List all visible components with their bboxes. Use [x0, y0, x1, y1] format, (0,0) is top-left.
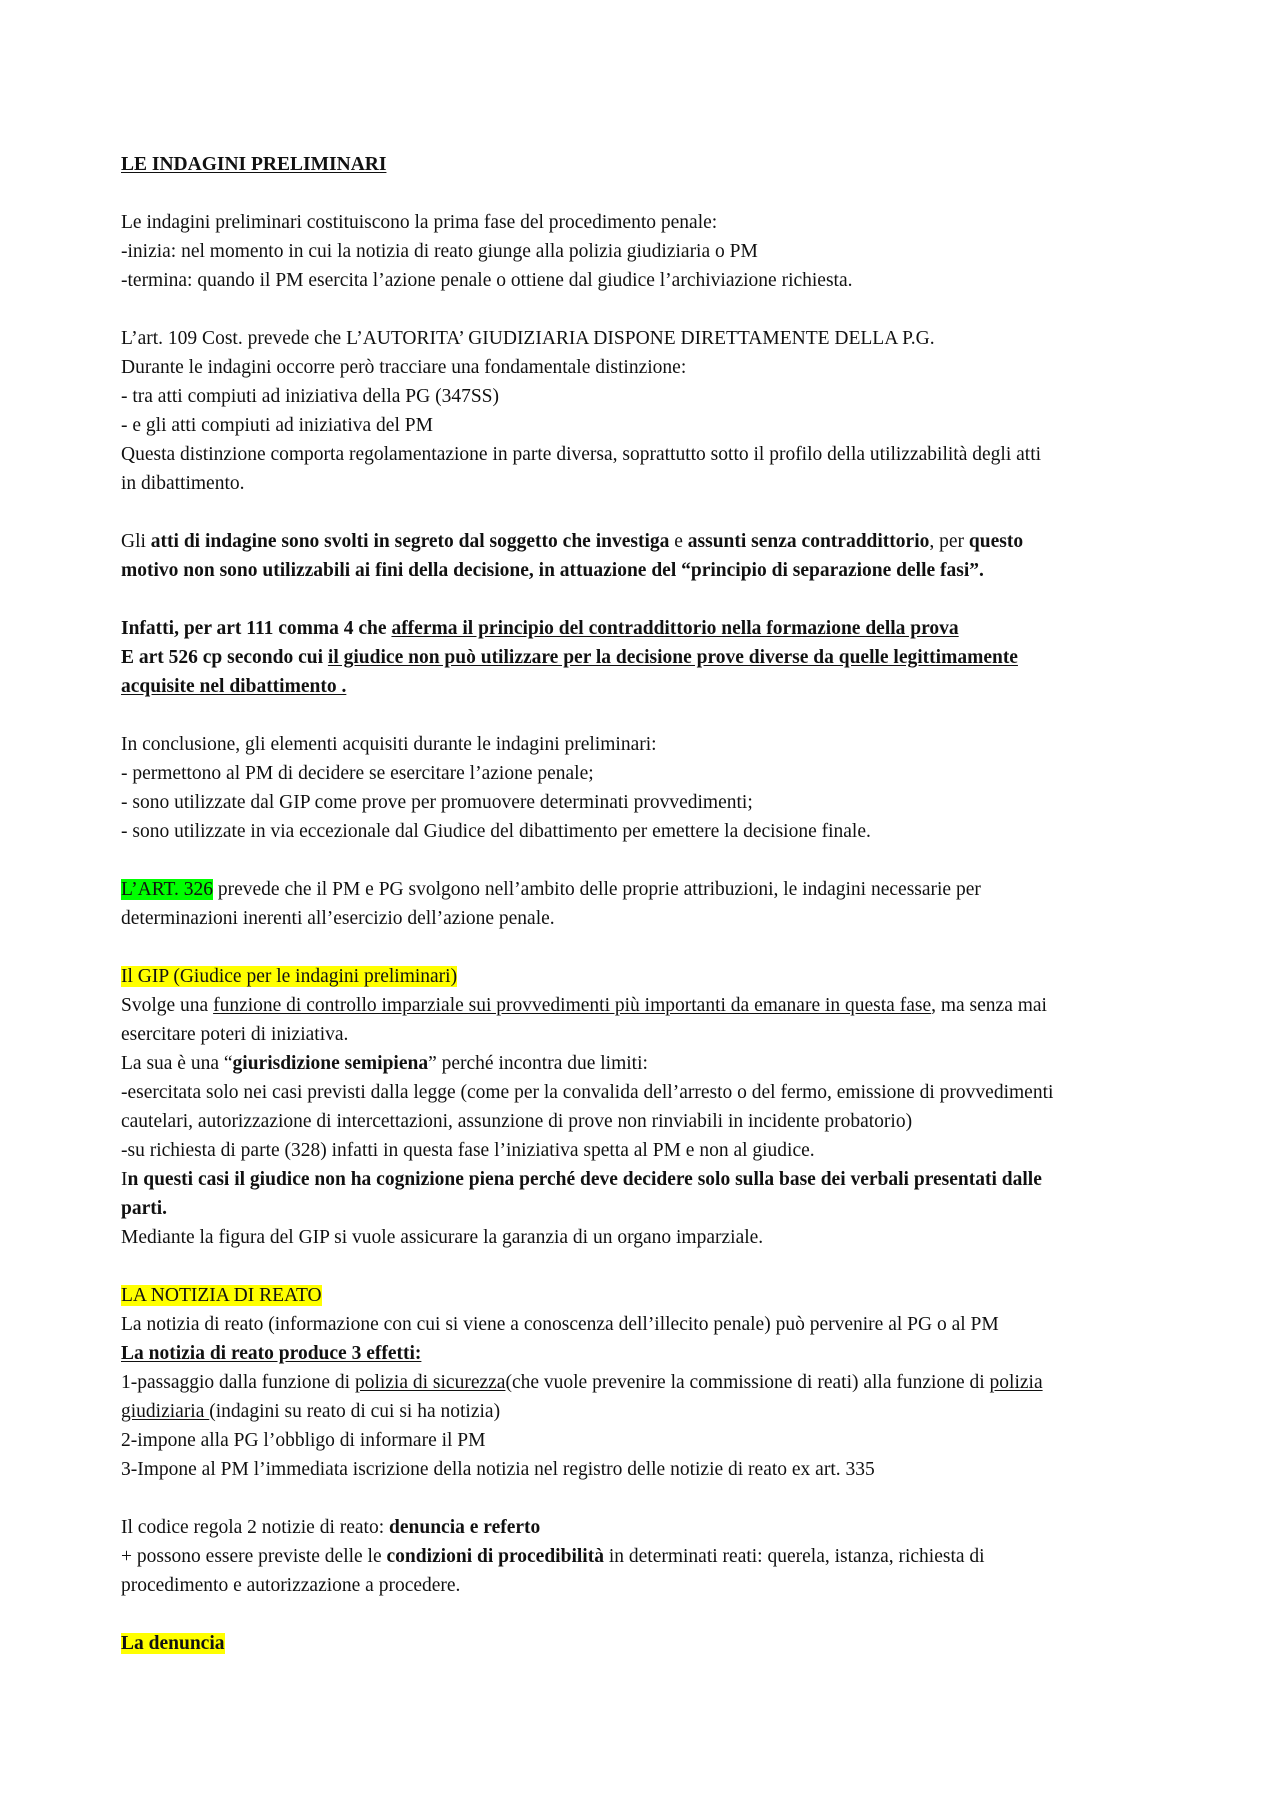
- segreto-paragraph: [121, 527, 1171, 585]
- notizia-heading: LA NOTIZIA DI REATO: [121, 1285, 322, 1306]
- paragraph-line: - tra atti compiuti ad iniziativa della PG (347SS): [121, 386, 500, 407]
- section-heading: [121, 1629, 1171, 1658]
- spacer: [121, 295, 1171, 324]
- paragraph-line: [121, 1542, 1171, 1571]
- spacer: [121, 701, 1171, 730]
- text-run: 1-passaggio dalla funzione di: [121, 1372, 355, 1393]
- paragraph-line: -esercitata solo nei casi previsti dalla legge (come per la convalida dell’arresto o del fermo, emissione di provvedimenti: [121, 1082, 1054, 1103]
- art326-paragraph: [121, 875, 1171, 933]
- paragraph-line: cautelari, autorizzazione di intercettazioni, assunzione di prove non rinviabili in incidente probatorio): [121, 1111, 913, 1132]
- paragraph-line: [121, 1049, 1171, 1078]
- bold-run: assunti senza contraddittorio: [687, 531, 930, 552]
- paragraph-line: -su richiesta di parte (328) infatti in questa fase l’iniziativa spetta al PM e non al giudice.: [121, 1140, 815, 1161]
- underlined-run: polizia di sicurezza: [354, 1372, 506, 1393]
- paragraph-line: [121, 1165, 1171, 1194]
- conclusione-paragraph: [121, 730, 1171, 846]
- text-run: Il codice regola 2 notizie di reato:: [121, 1517, 390, 1538]
- paragraph-line: [121, 875, 1171, 904]
- paragraph-line: [121, 1339, 1171, 1368]
- intro-paragraph: [121, 208, 1171, 295]
- text-run: Svolge una: [121, 995, 214, 1016]
- text-run: e: [669, 531, 688, 552]
- paragraph-line: motivo non sono utilizzabili ai fini della decisione, in attuazione del “principio di separazione delle fasi”.: [121, 560, 984, 581]
- underlined-run: acquisite nel dibattimento .: [121, 676, 347, 697]
- paragraph-line: -termina: quando il PM esercita l’azione penale o ottiene dal giudice l’archiviazione richiesta.: [121, 270, 853, 291]
- paragraph-line: procedimento e autorizzazione a procedere.: [121, 1575, 461, 1596]
- spacer: [121, 498, 1171, 527]
- paragraph-line: Le indagini preliminari costituiscono la prima fase del procedimento penale:: [121, 212, 718, 233]
- text-run: , per: [929, 531, 969, 552]
- bold-underlined-run: La notizia di reato produce 3 effetti:: [121, 1343, 422, 1364]
- bold-run: denuncia e referto: [389, 1517, 541, 1538]
- paragraph-line: [121, 614, 1171, 643]
- spacer: [121, 585, 1171, 614]
- section-heading: [121, 1281, 1171, 1310]
- paragraph-line: Durante le indagini occorre però tracciare una fondamentale distinzione:: [121, 357, 687, 378]
- paragraph-line: In conclusione, gli elementi acquisiti durante le indagini preliminari:: [121, 734, 657, 755]
- paragraph-line: determinazioni inerenti all’esercizio dell’azione penale.: [121, 908, 555, 929]
- paragraph-line: [121, 1397, 1171, 1426]
- paragraph-line: [121, 991, 1171, 1020]
- text-run: I: [121, 1169, 128, 1190]
- title-text: LE INDAGINI PRELIMINARI: [121, 154, 387, 175]
- paragraph-line: [121, 527, 1171, 556]
- gip-heading: Il GIP (Giudice per le indagini preliminari): [121, 966, 458, 987]
- bold-run: Infatti, per art 111 comma 4 che: [121, 618, 392, 639]
- paragraph-line: - sono utilizzate in via eccezionale dal Giudice del dibattimento per emettere la decisione finale.: [121, 821, 871, 842]
- text-run: (indagini su reato di cui si ha notizia): [209, 1401, 501, 1422]
- denuncia-heading: La denuncia: [121, 1633, 225, 1654]
- paragraph-line: L’art. 109 Cost. prevede che L’AUTORITA’ GIUDIZIARIA DISPONE DIRETTAMENTE DELLA P.G.: [121, 328, 935, 349]
- bold-run: questo: [968, 531, 1024, 552]
- paragraph-line: [121, 643, 1171, 672]
- underlined-run: polizia: [989, 1372, 1043, 1393]
- spacer: [121, 1252, 1171, 1281]
- paragraph-line: - sono utilizzate dal GIP come prove per promuovere determinati provvedimenti;: [121, 792, 753, 813]
- paragraph-line: - permettono al PM di decidere se esercitare l’azione penale;: [121, 763, 594, 784]
- text-run: in determinati reati: querela, istanza, richiesta di: [603, 1546, 985, 1567]
- bold-run: n questi casi il giudice non ha cognizione piena perché deve decidere solo sulla base dei verbali presentati dalle: [127, 1169, 1042, 1190]
- text-run: (che vuole prevenire la commissione di reati) alla funzione di: [505, 1372, 990, 1393]
- paragraph-line: in dibattimento.: [121, 473, 245, 494]
- spacer: [121, 1484, 1171, 1513]
- document-page: [121, 150, 1171, 1658]
- paragraph-line: [121, 1368, 1171, 1397]
- paragraph-line: esercitare poteri di iniziativa.: [121, 1024, 349, 1045]
- bold-run: E art 526 cp secondo cui: [121, 647, 328, 668]
- underlined-run: funzione di controllo imparziale sui provvedimenti più importanti da emanare in questa fase: [213, 995, 932, 1016]
- paragraph-line: [121, 672, 1171, 701]
- text-run: ” perché incontra due limiti:: [428, 1053, 648, 1074]
- spacer: [121, 933, 1171, 962]
- codice-paragraph: [121, 1513, 1171, 1600]
- art109-paragraph: [121, 324, 1171, 498]
- section-heading: [121, 962, 1171, 991]
- paragraph-line: [121, 1513, 1171, 1542]
- paragraph-line: Mediante la figura del GIP si vuole assicurare la garanzia di un organo imparziale.: [121, 1227, 764, 1248]
- paragraph-line: 3-Impone al PM l’immediata iscrizione della notizia nel registro delle notizie di reato ex art. 335: [121, 1459, 875, 1480]
- spacer: [121, 846, 1171, 875]
- bold-run: giurisdizione semipiena: [232, 1053, 429, 1074]
- underlined-run: afferma il principio del contraddittorio nella formazione della prova: [391, 618, 959, 639]
- bold-run: condizioni di procedibilità: [386, 1546, 604, 1567]
- paragraph-line: La notizia di reato (informazione con cui si viene a conoscenza dell’illecito penale) può pervenire al PG o al PM: [121, 1314, 999, 1335]
- paragraph-line: Questa distinzione comporta regolamentazione in parte diversa, soprattutto sotto il profilo della utilizzabilità degli atti: [121, 444, 1042, 465]
- spacer: [121, 179, 1171, 208]
- document-title: [121, 150, 1171, 179]
- paragraph-line: parti.: [121, 1198, 168, 1219]
- underlined-run: il giudice non può utilizzare per la decisione prove diverse da quelle legittimamente: [327, 647, 1018, 668]
- highlight-green-run: L’ART. 326: [121, 879, 213, 900]
- paragraph-line: 2-impone alla PG l’obbligo di informare il PM: [121, 1430, 486, 1451]
- paragraph-line: -inizia: nel momento in cui la notizia di reato giunge alla polizia giudiziaria o PM: [121, 241, 758, 262]
- bold-run: atti di indagine sono svolti in segreto dal soggetto che investiga: [150, 531, 670, 552]
- text-run: prevede che il PM e PG svolgono nell’ambito delle proprie attribuzioni, le indagini necessarie per: [213, 879, 981, 900]
- text-run: Gli: [121, 531, 151, 552]
- spacer: [121, 1600, 1171, 1629]
- gip-section: [121, 962, 1171, 1252]
- underlined-run: giudiziaria: [121, 1401, 210, 1422]
- notizia-section: [121, 1281, 1171, 1484]
- text-run: , ma senza mai: [931, 995, 1047, 1016]
- infatti-paragraph: [121, 614, 1171, 701]
- paragraph-line: - e gli atti compiuti ad iniziativa del PM: [121, 415, 433, 436]
- text-run: + possono essere previste delle le: [121, 1546, 387, 1567]
- text-run: La sua è una “: [121, 1053, 233, 1074]
